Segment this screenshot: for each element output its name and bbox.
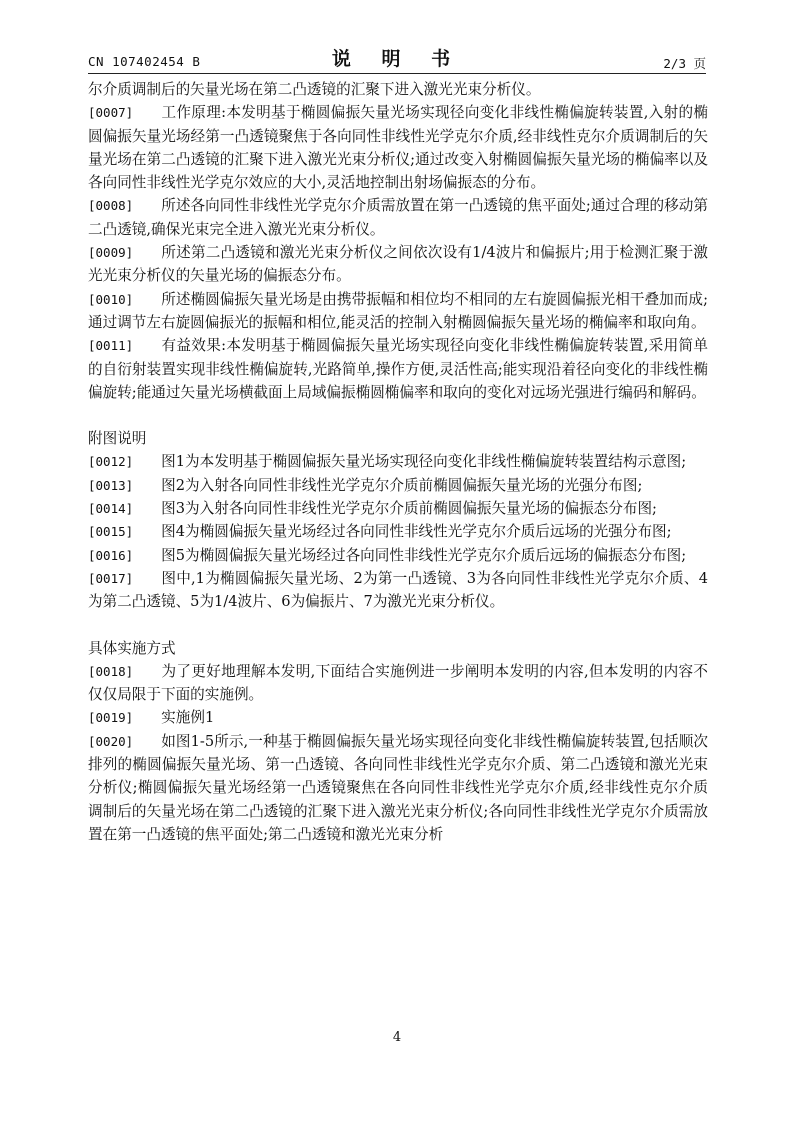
paragraph-number: [0012] [88,454,134,470]
paragraph-number: [0020] [88,733,134,749]
paragraph-text: 图4为椭圆偏振矢量光场经过各向同性非线性光学克尔介质后远场的光强分布图; [161,523,672,541]
paragraph-number: [0014] [88,501,134,517]
paragraph-text: 图1为本发明基于椭圆偏振矢量光场实现径向变化非线性椭偏旋转装置结构示意图; [161,453,687,471]
paragraph-number: [0019] [88,710,134,726]
paragraph-number: [0010] [88,291,134,307]
paragraph [88,474,708,497]
paragraph-number: [0009] [88,245,134,261]
paragraph-number: [0017] [88,570,134,586]
paragraph [88,241,708,288]
paragraph [88,194,708,241]
paragraph-text: 如图1-5所示,一种基于椭圆偏振矢量光场实现径向变化非线性椭偏旋转装置,包括顺次排列的椭圆偏振矢量光场、第一凸透镜、各向同性非线性光学克尔介质、第二凸透镜和激光光束分析仪;椭圆偏振矢量光场经第一凸透镜聚焦在各向同性非线性光学克尔介质,经非线性克尔介质调制后的矢量光场在第二凸透镜的汇聚下进入激光光束分析仪;各向同性非线性光学克尔介质需放置在第一凸透镜的焦平面处;第二凸透镜和激光光束分析 [88,732,708,843]
patent-number: CN 107402454 B [88,54,201,69]
paragraph-number: [0015] [88,524,134,540]
paragraph [88,101,708,194]
page-number: 4 [392,1030,402,1045]
paragraph [88,497,708,520]
paragraph-text: 图5为椭圆偏振矢量光场经过各向同性非线性光学克尔介质后远场的偏振态分布图; [161,546,687,564]
paragraph-number: [0011] [88,338,134,354]
paragraph [88,660,708,707]
paragraph [88,334,708,404]
paragraph-number: [0007] [88,105,134,121]
paragraph-text: 为了更好地理解本发明,下面结合实施例进一步阐明本发明的内容,但本发明的内容不仅仅局限于下面的实施例。 [88,662,708,704]
paragraph [88,544,708,567]
paragraph-text: 工作原理:本发明基于椭圆偏振矢量光场实现径向变化非线性椭偏旋转装置,入射的椭圆偏振矢量光场经第一凸透镜聚焦于各向同性非线性光学克尔介质,经非线性克尔介质调制后的矢量光场在第二凸透镜的汇聚下进入激光光束分析仪;通过改变入射椭圆偏振矢量光场的椭偏率以及各向同性非线性光学克尔效应的大小,灵活地控制出射场偏振态的分布。 [88,104,708,192]
paragraph-number: [0018] [88,663,134,679]
paragraph-text: 所述第二凸透镜和激光光束分析仪之间依次设有1/4波片和偏振片;用于检测汇聚于激光光束分析仪的矢量光场的偏振态分布。 [88,244,708,285]
paragraph [88,450,708,473]
paragraph [88,520,708,543]
page-indicator: 2/3 页 [663,56,706,71]
paragraph-text: 尔介质调制后的矢量光场在第二凸透镜的汇聚下进入激光光束分析仪。 [88,81,541,98]
page-header [88,44,706,72]
paragraph-text: 图3为入射各向同性非线性光学克尔介质前椭圆偏振矢量光场的偏振态分布图; [161,500,657,518]
paragraph [88,288,708,335]
paragraph-text: 实施例1 [161,709,215,727]
header-divider [88,73,706,74]
page-title: 说 明 书 [331,48,463,70]
document-body [88,78,708,846]
paragraph [88,567,708,614]
paragraph-text: 所述各向同性非线性光学克尔介质需放置在第一凸透镜的焦平面处;通过合理的移动第二凸透镜,确保光束完全进入激光光束分析仪。 [88,197,708,238]
section-heading: 具体实施方式 [88,639,176,657]
paragraph [88,730,708,846]
paragraph-text: 图2为入射各向同性非线性光学克尔介质前椭圆偏振矢量光场的光强分布图; [161,476,643,494]
paragraph-text: 图中,1为椭圆偏振矢量光场、2为第一凸透镜、3为各向同性非线性光学克尔介质、4为第二凸透镜、5为1/4波片、6为偏振片、7为激光光束分析仪。 [88,569,708,611]
paragraph-text: 所述椭圆偏振矢量光场是由携带振幅和相位均不相同的左右旋圆偏振光相干叠加而成;通过调节左右旋圆偏振光的振幅和相位,能灵活的控制入射椭圆偏振矢量光场的椭偏率和取向角。 [88,290,708,331]
paragraph [88,706,708,729]
paragraph-number: [0008] [88,198,134,214]
section-heading: 附图说明 [88,430,147,448]
paragraph [88,78,708,101]
paragraph-text: 有益效果:本发明基于椭圆偏振矢量光场实现径向变化非线性椭偏旋转装置,采用简单的自衍射装置实现非线性椭偏旋转,光路简单,操作方便,灵活性高;能实现沿着径向变化的非线性椭偏旋转;能通过矢量光场横截面上局域偏振椭圆椭偏率和取向的变化对远场光强进行编码和解码。 [88,337,708,401]
paragraph-number: [0013] [88,477,134,493]
paragraph-number: [0016] [88,547,134,563]
